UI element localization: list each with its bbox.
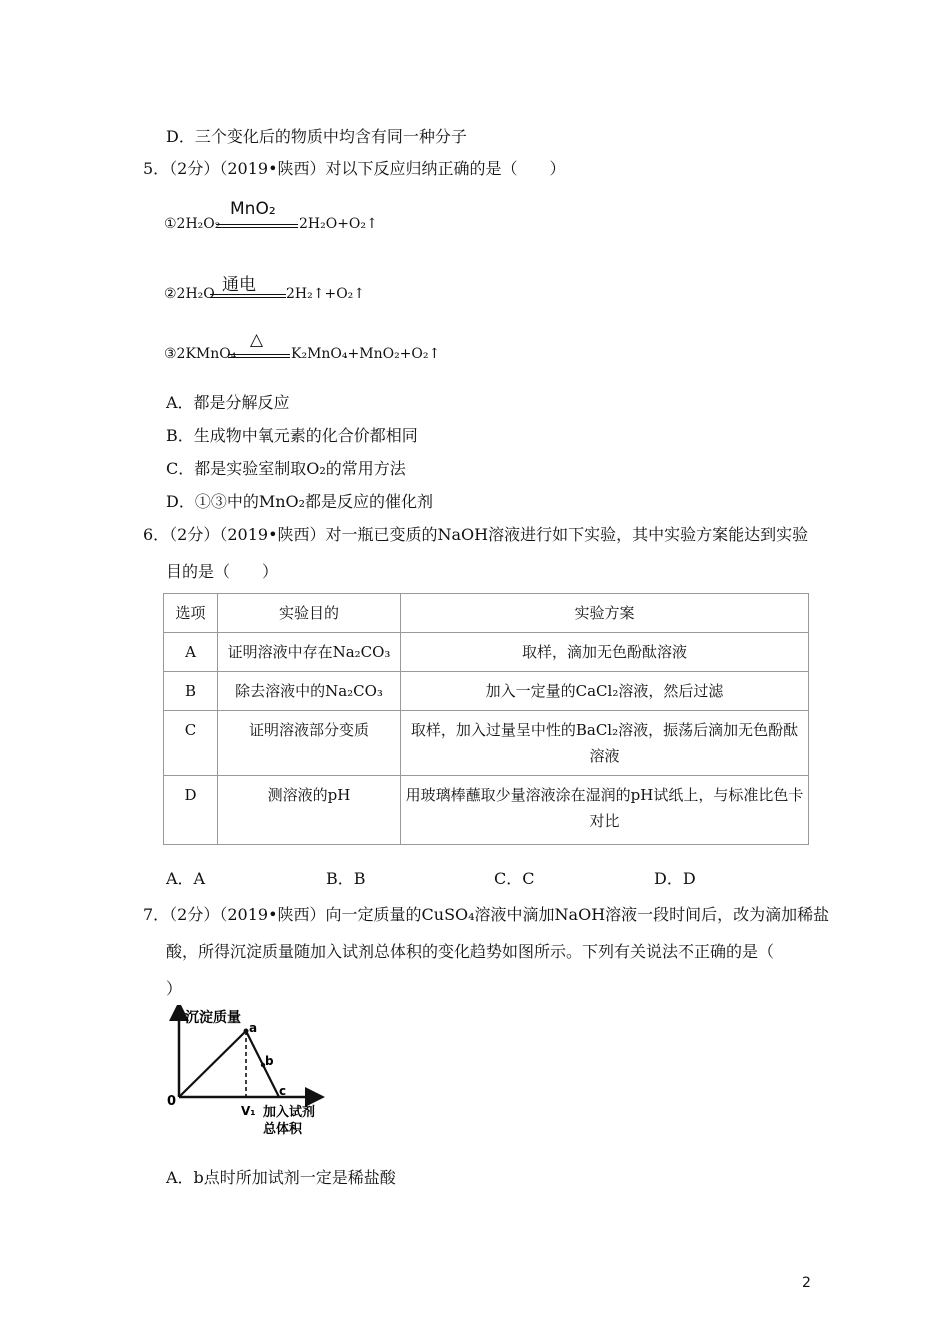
equation-1-rhs: 2H₂O+O₂↑ <box>299 216 378 232</box>
point-b-label: b <box>265 1054 274 1068</box>
point-c-label: c <box>279 1084 287 1098</box>
q6-option-b: B．B <box>326 869 366 888</box>
table-cell: 用玻璃棒蘸取少量溶液涂在湿润的pH试纸上，与标准比色卡对比 <box>401 776 809 845</box>
table-cell: 取样，滴加无色酚酞溶液 <box>401 633 809 672</box>
table-header-cell: 实验方案 <box>401 594 809 633</box>
x-axis-label-line1: 加入试剂 <box>263 1105 316 1120</box>
table-header-row <box>164 594 809 633</box>
table-cell: D <box>164 776 218 845</box>
table-row <box>164 776 809 845</box>
q4-option-d: D．三个变化后的物质中均含有同一种分子 <box>166 127 467 146</box>
table-row <box>164 672 809 711</box>
experiment-table <box>163 593 809 845</box>
q6-stem-line1: 6．（2分）（2019•陕西）对一瓶已变质的NaOH溶液进行如下实验，其中实验方案能达到实验 <box>143 525 809 544</box>
point-a-label: a <box>249 1021 258 1035</box>
equation-1-lhs: ①2H₂O₂ <box>164 216 221 232</box>
table-row <box>164 711 809 776</box>
table-row <box>164 633 809 672</box>
equation-3-condition: △ <box>250 330 264 350</box>
q5-option-a: A．都是分解反应 <box>166 393 290 412</box>
q6-option-d: D．D <box>654 869 696 888</box>
table-cell: 证明溶液中存在Na₂CO₃ <box>218 633 401 672</box>
equation-1 <box>164 199 464 238</box>
q6-option-a: A．A <box>166 869 206 888</box>
q5-stem: 5．（2分）（2019•陕西）对以下反应归纳正确的是（ ） <box>143 159 566 178</box>
equation-3-rhs: K₂MnO₄+MnO₂+O₂↑ <box>291 346 441 362</box>
q7-option-a: A．b点时所加试剂一定是稀盐酸 <box>166 1168 396 1187</box>
q6-option-c: C．C <box>494 869 535 888</box>
q5-option-d: D．①③中的MnO₂都是反应的催化剂 <box>166 492 434 511</box>
table-cell: 证明溶液部分变质 <box>218 711 401 776</box>
equation-3-lhs: ③2KMnO₄ <box>164 346 237 362</box>
origin-label: 0 <box>167 1094 177 1109</box>
equation-2 <box>164 272 464 308</box>
table-header-cell: 实验目的 <box>218 594 401 633</box>
y-axis-label: 沉淀质量 <box>185 1010 241 1026</box>
equation-2-condition: 通电 <box>222 275 256 295</box>
q7-stem-line1: 7．（2分）（2019•陕西）向一定质量的CuSO₄溶液中滴加NaOH溶液一段时间后，改为滴加稀盐 <box>143 905 830 924</box>
table-cell: 除去溶液中的Na₂CO₃ <box>218 672 401 711</box>
equation-2-rhs: 2H₂↑+O₂↑ <box>286 286 366 302</box>
q5-option-b: B．生成物中氧元素的化合价都相同 <box>166 426 418 445</box>
q5-option-c: C．都是实验室制取O₂的常用方法 <box>166 459 406 478</box>
q7-stem-line3: ） <box>166 979 183 998</box>
table-cell: A <box>164 633 218 672</box>
equation-3-equals-bar <box>228 354 290 358</box>
table-header-cell: 选项 <box>164 594 218 633</box>
v1-label: V₁ <box>241 1104 256 1118</box>
table-cell: C <box>164 711 218 776</box>
table-cell: 测溶液的pH <box>218 776 401 845</box>
q6-stem-line2: 目的是（ ） <box>166 562 279 581</box>
table-cell: 加入一定量的CaCl₂溶液，然后过滤 <box>401 672 809 711</box>
equation-2-equals-bar <box>210 294 286 298</box>
q7-stem-line2: 酸，所得沉淀质量随加入试剂总体积的变化趋势如图所示。下列有关说法不正确的是（ <box>166 942 775 961</box>
table-cell: 取样，加入过量呈中性的BaCl₂溶液，振荡后滴加无色酚酞溶液 <box>401 711 809 776</box>
page-number: 2 <box>802 1275 811 1291</box>
equation-2-lhs: ②2H₂O <box>164 286 215 302</box>
equation-1-equals-bar <box>216 224 298 228</box>
equation-1-condition: MnO₂ <box>230 199 276 219</box>
equation-3 <box>164 332 464 368</box>
point-a-marker <box>244 1029 249 1034</box>
x-axis-label-line2: 总体积 <box>263 1122 303 1137</box>
precipitate-graph <box>165 1005 355 1145</box>
table-cell: B <box>164 672 218 711</box>
